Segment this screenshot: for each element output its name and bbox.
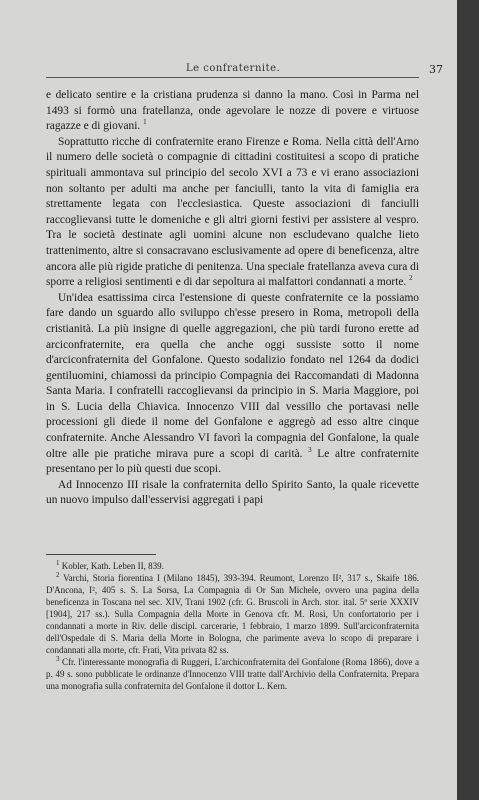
running-title: Le confraternite. — [186, 63, 281, 74]
footnote-rule — [46, 554, 156, 555]
footnote — [46, 572, 419, 656]
footnotes — [46, 560, 419, 692]
footnote-text: Varchi, Storia fiorentina I (Milano 1845), 393-394. Reumont, Lorenzo II², 317 s., Skaife 186. D'Ancona, I², 405 s. S. La Sorsa, La Compagnia di Or San Michele, ovvero una pagina della beneficenza in Toscana nel sec. XIV, Trani 1902 (cfr. G. Bruscoli in Arch. stor. ital. 5ª serie XXXIV [1904], 217 ss.). Sulla Compagnia della Morte in Genova cfr. M. Rosi, Un confortatorio per i condannati a morte in Riv. delle discipl. carcerarie, 1 febbraio, 1 marzo 1899. Sull'arciconfraternita dell'Ospedale di S. Maria della Morte in Bologna, che parimente aveva lo scopo di preparare i condannati alla morte, cfr. Frati, Vita privata 82 ss. — [46, 573, 419, 655]
paragraph — [46, 135, 419, 291]
footnote-ref: 2 — [409, 274, 413, 283]
paragraph — [46, 88, 419, 135]
main-text — [46, 88, 419, 509]
page-edge-shadow — [457, 0, 479, 800]
footnote-number: 2 — [56, 571, 60, 579]
paragraph-text: Soprattutto ricche di confraternite erano Firenze e Roma. Nella città dell'Arno il numero delle società o compagnie di cittadini costituitesi a scopo di pratiche spirituali ammontava sul principio del secolo XVI a 73 e vi erano associazioni non soltanto per adulti ma anche per fanciulli, tanto la vita di famiglia era strettamente legata con l'ecclesiastica. Queste associazioni di fanciulli raccoglievansi tutte le domeniche e gli altri giorni festivi per assistere al vespro. Tra le società destinate agli uomini alcune non escludevano qualche lieto trattenimento, altre si consacravano esclusivamente ad opere di beneficenza, altre ancora alle più rigide pratiche di penitenza. Una speciale fratellanza aveva cura di sporre a religiosi sentimenti e di dar sepoltura ai malfattori condannati a morte. — [46, 135, 419, 289]
page-number: 37 — [429, 63, 443, 76]
paragraph — [46, 478, 419, 509]
running-head — [46, 63, 443, 78]
footnote-number: 3 — [56, 655, 60, 663]
paragraph-text: e delicato sentire e la cristiana prudenza si danno la mano. Così in Parma nel 1493 si formò una fratellanza, onde agevolare le nozze di povere e virtuose ragazze e di giovani. — [46, 89, 419, 133]
footnote — [46, 656, 419, 692]
footnote — [46, 560, 419, 572]
paragraph-text-tail: Le altre confraternite presentano per lo più questi due scopi. — [46, 447, 419, 476]
footnote-number: 1 — [56, 559, 60, 567]
paragraph — [46, 291, 419, 478]
paragraph-text: Un'idea esattissima circa l'estensione di queste confraternite ce la possiamo fare dando un sguardo allo sviluppo ch'esse presero in Roma, metropoli della cristianità. La più insigne di quelle aggregazioni, che più tardi furono erette ad arciconfraternite, era quella che anche oggi sussiste sotto il nome d'arciconfraternita del Gonfalone. Questo sodalizio fondato nel 1264 da dodici gentiluomini, chiamossi da principio Compagnia dei Raccomandati di Madonna Santa Maria. I confratelli raccoglievansi da principio in S. Maria Maggiore, poi in S. Lucia della Chiavica. Innocenzo VIII dal vessillo che portavasi nelle processioni gli diede il nome del Gonfalone e aggregò ad esso altre cinque confraternite. Anche Alessandro VI favorì la compagnia del Gonfalone, la quale oltre alle pie pratiche mirava pure a scopi di carità. — [46, 291, 419, 460]
footnote-text: Kobler, Kath. Leben II, 839. — [61, 561, 164, 571]
footnote-ref: 1 — [143, 118, 147, 127]
footnote-ref: 3 — [308, 445, 312, 454]
paragraph-text: Ad Innocenzo III risale la confraternita dello Spirito Santo, la quale ricevette un nuovo impulso dall'esservisi aggregati i papi — [46, 478, 419, 507]
footnote-text: Cfr. l'interessante monografia di Ruggeri, L'archiconfraternita del Gonfalone (Roma 1866), dove a p. 49 s. sono pubblicate le ordinanze d'Innocenzo VIII tratte dall'Archivio della Confraternita. Prepara una monografia sulla confraternita del Gonfalone il dottor L. Kern. — [46, 657, 420, 691]
